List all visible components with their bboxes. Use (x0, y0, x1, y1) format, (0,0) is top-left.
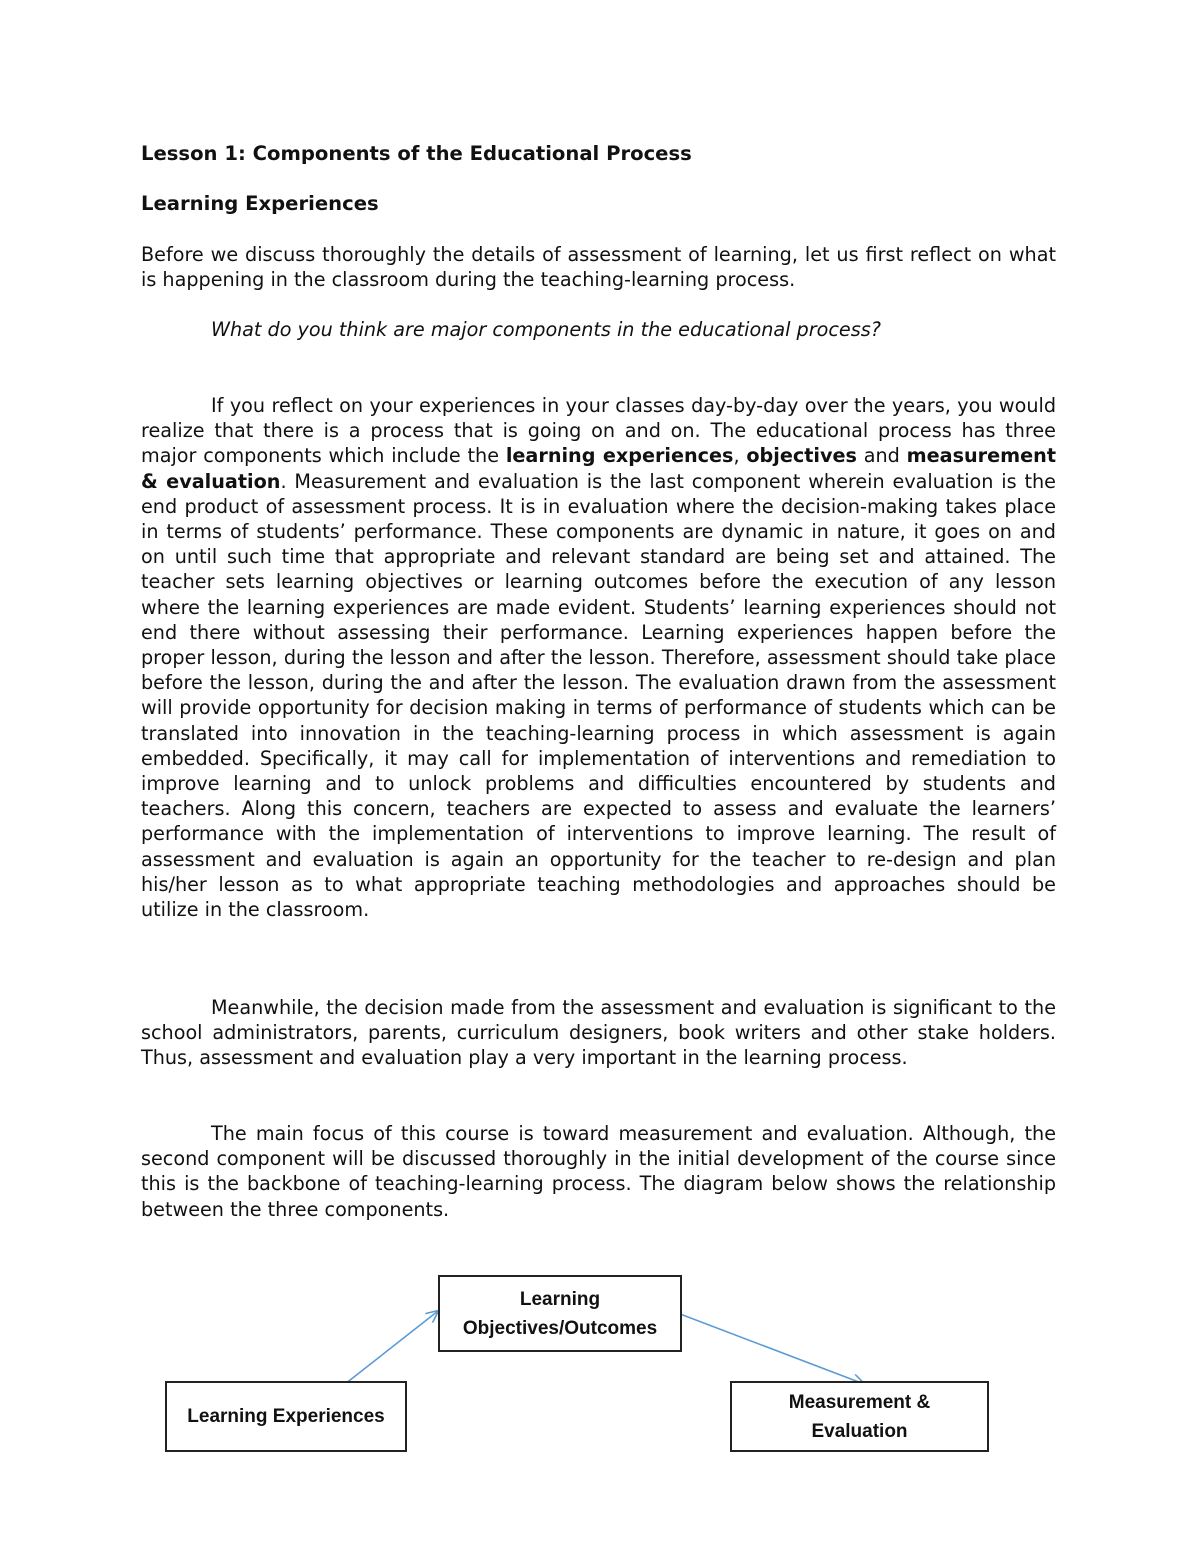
guiding-question: What do you think are major components in the educational process? (211, 318, 881, 341)
para1-sep-1: , (733, 444, 747, 468)
intro-paragraph: Before we discuss thoroughly the details of assessment of learning, let us first reflect on what is happening in the classroom during the teaching-learning process. (141, 243, 1056, 292)
para1-text-b: . Measurement and evaluation is the last component wherein evaluation is the end product of assessment process. It is in evaluation where the decision-making takes place in terms of students’ performance. These components are dynamic in nature, it goes on and on until such time that appropriate and relevant standard are being set and attained. The teacher sets learning objectives or learning outcomes before the execution of any lesson where the learning experiences are made evident. Students’ learning experiences should not end there without assessing their performance. Learning experiences happen before the proper lesson, during the lesson and after the lesson. Therefore, assessment should take place before the lesson, during the and after the lesson. The evaluation drawn from the assessment will provide opportunity for decision making in terms of performance of students which can be translated into innovation in the teaching-learning process in which assessment is again embedded. Specifically, it may call for implementation of interventions and remediation to improve learning and to unlock problems and difficulties encountered by students and teachers. Along this concern, teachers are expected to assess and evaluate the learners’ performance with the implementation of interventions to improve learning. The result of assessment and evaluation is again an opportunity for the teacher to re-design and plan his/her lesson as to what appropriate teaching methodologies and approaches should be utilize in the classroom. (141, 469, 1056, 922)
lesson-title: Lesson 1: Components of the Educational Process (141, 142, 692, 165)
term-objectives: objectives (746, 444, 857, 468)
box-learning-experiences (165, 1381, 407, 1452)
experiences-label: Learning Experiences (187, 1406, 385, 1427)
box-learning-objectives (438, 1275, 682, 1352)
section-heading: Learning Experiences (141, 192, 379, 215)
body-paragraph-2: Meanwhile, the decision made from the assessment and evaluation is significant to the school administrators, parents, curriculum designers, book writers and other stake holders. Thus, assessment and evaluation play a very important in the learning process. (141, 996, 1056, 1070)
arrow-experiences-to-objectives (345, 1311, 438, 1384)
measurement-label-line1: Measurement & (788, 1391, 931, 1413)
objectives-label-line2: Objectives/Outcomes (462, 1317, 658, 1339)
term-learning-experiences: learning experiences (505, 444, 734, 468)
objectives-label-line1: Learning (519, 1288, 601, 1310)
body-paragraph-3: The main focus of this course is toward measurement and evaluation. Although, the second component will be discussed thoroughly in the initial development of the course since this is the backbone of teaching-learning process. The diagram below shows the relationship between the three components. (141, 1122, 1056, 1221)
term-measurement-evaluation: measurement & evaluation (141, 444, 1056, 493)
para1-text-a: If you reflect on your experiences in your classes day-by-day over the years, you would realize that there is a process that is going on and on. The educational process has three major components which include the (141, 394, 1056, 468)
box-measurement-evaluation (730, 1381, 989, 1452)
para1-sep-2: and (856, 444, 907, 468)
arrow-objectives-to-measurement (667, 1309, 864, 1384)
measurement-label-line2: Evaluation (811, 1420, 908, 1442)
